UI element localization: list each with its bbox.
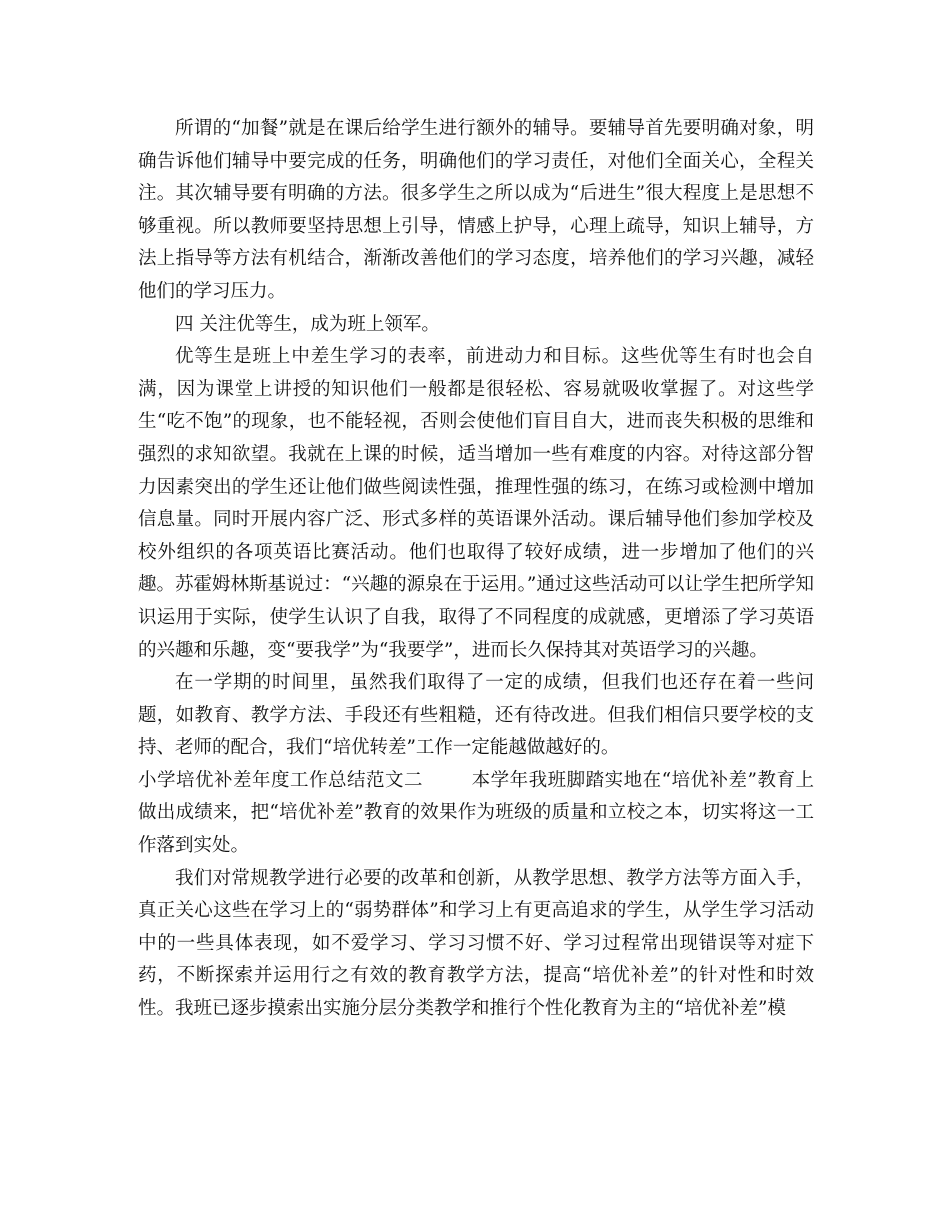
paragraph-conclusion: 在一学期的时间里，虽然我们取得了一定的成绩，但我们也还存在着一些问题，如教育、教学方法、手段还有些粗糙，还有待改进。但我们相信只要学校的支持、老师的配合，我们“培优转差”工作一定能越做越好的。 [138, 672, 814, 759]
section-two-intro [138, 765, 814, 863]
paragraph-top-students: 优等生是班上中差生学习的表率，前进动力和目标。这些优等生有时也会自满，因为课堂上讲授的知识他们一般都是很轻松、容易就吸收掌握了。对这些学生“吃不饱”的现象，也不能轻视，否则会使他们盲目自大，进而丧失积极的思维和强烈的求知欲望。我就在上课的时候，适当增加一些有难度的内容。对待这部分智力因素突出的学生还让他们做些阅读性强，推理性强的练习，在练习或检测中增加信息量。同时开展内容广泛、形式多样的英语课外活动。课后辅导他们参加学校及校外组织的各项英语比赛活动。他们也取得了较好成绩，进一步增加了他们的兴趣。苏霍姆林斯基说过：“兴趣的源泉在于运用。”通过这些活动可以让学生把所学知识运用于实际，使学生认识了自我，取得了不同程度的成就感，更增添了学习英语的兴趣和乐趣，变“要我学”为“我要学”，进而长久保持其对英语学习的兴趣。 [138, 346, 814, 661]
document-body [138, 113, 814, 1026]
paragraph-extra-tutoring: 所谓的“加餐”就是在课后给学生进行额外的辅导。要辅导首先要明确对象，明确告诉他们辅导中要完成的任务，明确他们的学习责任，对他们全面关心，全程关注。其次辅导要有明确的方法。很多学生之所以成为“后进生”很大程度上是思想不够重视。所以教师要坚持思想上引导，情感上护导，心理上疏导，知识上辅导，方法上指导等方法有机结合，渐渐改善他们的学习态度，培养他们的学习兴趣，减轻他们的学习压力。 [138, 118, 814, 302]
section-lead: 本学年我班脚踏实地在“培优补差”教育上做出成绩来，把“培优补差”教育的效果作为班级的质量和立校之本，切实将这一工作落到实处。 [138, 769, 814, 857]
paragraph-reform: 我们对常规教学进行必要的改革和创新，从教学思想、教学方法等方面入手，真正关心这些在学习上的“弱势群体”和学习上有更高追求的学生，从学生学习活动中的一些具体表现，如不爱学习、学习习惯不好、学习过程常出现错误等对症下药，不断探索并运用行之有效的教育教学方法，提高“培优补差”的针对性和时效性。我班已逐步摸索出实施分层分类教学和推行个性化教育为主的“培优补差”模 [138, 867, 814, 1020]
paragraph-top-students-heading: 四 关注优等生，成为班上领军。 [175, 313, 440, 335]
section-heading: 小学培优补差年度工作总结范文二 [138, 769, 423, 791]
